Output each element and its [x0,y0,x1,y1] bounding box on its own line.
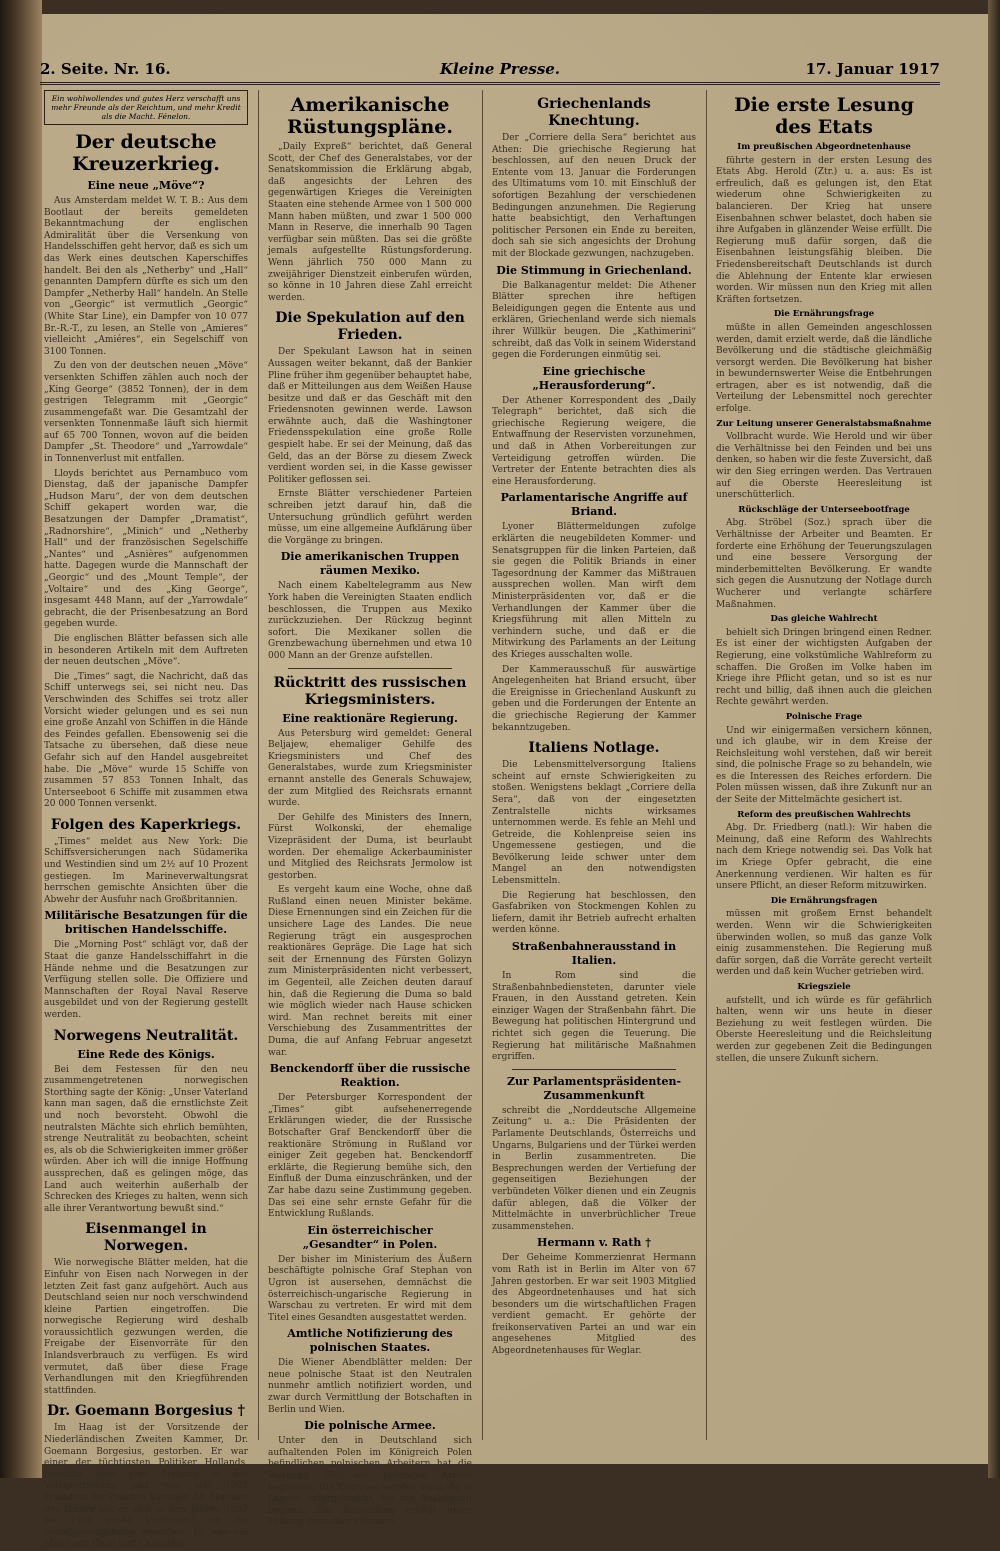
paper-title: Kleine Presse. [440,60,561,78]
headline: Militärische Besatzungen für die britischen Handelsschiffe. [44,909,248,937]
paragraph: Die Regierung hat beschlossen, den Gasfabriken von Stockmengen Kohlen zu liefern, damit ihr Betrieb aufrecht erhalten werden könne. [492,890,696,936]
paragraph: Aus Amsterdam meldet W. T. B.: Aus dem Bootlaut der bereits gemeldeten Bekanntmachung der englischen Admiralität über die Versenkung von Handelsschiffen geht hervor, daß es sich um das Werk eines deutschen Kaperschiffes handelt. Bei den als „Netherby“ und „Hall“ genannten Dampfern dürfte es sich um den Dampfer „Netherby Hall“ handeln. An Stelle von „Georgic“ ist vermutlich „Georgic“ (White Star Line), ein Dampfer von 10 077 Br.-R.-T., zu lesen, an Stelle von „Amieres“ vielleicht „Amiéres“, ein Segelschiff von 3100 Tonnen. [44,196,248,357]
paragraph: müßte in allen Gemeinden angeschlossen werden, damit erzielt werde, daß die ländliche Bevölkerung und die städtische gleichmäßig versorgt werden. Die Bevölkerung hat bisher in bewundernswerter Weise die Entbehrungen ertragen, aber es ist notwendig, daß die Verteilung der Lebensmittel noch gerechter erfolge. [716,322,932,415]
section-heading: Reform des preußischen Wahlrechts [737,809,911,820]
headline: Die erste Lesung des Etats [734,94,914,138]
headline: Amerikanische Rüstungspläne. [286,94,454,138]
column-4 [716,90,932,1440]
section-heading: Zur Leitung unserer Generalstabsmaßnahme [716,418,932,429]
subheadline: Im preußischen Abgeordnetenhause [737,142,911,152]
paragraph: aufstellt, und ich würde es für gefährlich halten, wenn wir uns heute in dieser Beziehung zu weit festlegen würden. Die Oberste Heeresleitung und die Reichsleitung werden zur gegebenen Zeit die Bedingungen stellen, die unsere Zukunft sichern. [716,995,932,1064]
paragraph: Unter den in Deutschland sich aufhaltenden Polen im Königreich Polen befindlichen polnischen Arbeitern hat die Werbung für die polnische Armee begonnen. Die Rekruten werden vorläufig in Lagern untergebracht, bis die Ausbildung beginnt. Die Aufstellung erfolgt unter Leitung deutscher Offiziere. [268,1436,472,1528]
headline: Die amerikanischen Truppen räumen Mexiko. [280,550,460,578]
headline: Rücktritt des russischen Kriegsministers. [273,674,467,708]
headline: Ein österreichischer „Gesandter“ in Polen. [302,1223,438,1251]
divider [288,668,452,669]
paragraph: Lyoner Blättermeldungen zufolge erklärten die neugebildeten Kommer- und Senatsgruppen für die linken Parteien, daß sie gegen die Politik Briands in einer Tagesordnung der Kammer das Mißtrauen aussprechen wollen. Man wirft dem Ministerpräsidenten vor, daß er die Verhandlungen der Kammer über die Kriegsführung mit allen Mitteln zu verhindern suche, und daß er die Mitwirkung des Parlaments an der Leitung des Krieges ausschalten wolle. [492,522,696,660]
headline: Die Spekulation auf den Frieden. [275,310,465,344]
section-heading: Das gleiche Wahlrecht [770,614,878,625]
section-heading: Die Ernährungsfragen [770,895,878,906]
paragraph: Der bisher im Ministerium des Äußern beschäftigte polnische Graf Stephan von Ugron ist ausersehen, demnächst die österreichisch-ungarische Regierung in Warschau zu vertreten. Er wird mit dem Titel eines Gesandten ausgestattet werden. [268,1254,472,1323]
headline: Zur Parlamentspräsidenten-Zusammenkunft [506,1074,682,1102]
paragraph: Die Wiener Abendblätter melden: Der neue polnische Staat ist den Neutralen nunmehr amtlich notifiziert worden, und zwar durch Vermittlung der Botschaften in Berlin und Wien. [268,1358,472,1415]
paragraph: Wie norwegische Blätter melden, hat die Einfuhr von Eisen nach Norwegen in der letzten Zeit fast ganz aufgehört. Auch aus Deutschland seien nur noch verschwindend kleine Partien eingetroffen. Die norwegische Regierung wird deshalb voraussichtlich gezwungen werden, die Freigabe der Eisenvorräte für den Inlandsverbrauch zu verfügen. Es wird vermutet, daß über diese Frage Verhandlungen mit den Kriegführenden stattfinden. [44,1258,248,1396]
headline: Hermann v. Rath † [537,1236,651,1250]
column-rule [706,90,707,1440]
subheadline: Eine reaktionäre Regierung. [282,711,458,725]
paragraph: Die Balkanagentur meldet: Die Athener Blätter sprechen ihre heftigen Beleidigungen gegen die Entente aus und erklären, Griechenland werde sich niemals ihrer Willkür beugen. Die „Kathimerini“ schreibt, daß das Volk in seinem Widerstand gegen die Forderungen einmütig sei. [492,280,696,361]
paragraph: Der „Corriere della Sera“ berichtet aus Athen: Die griechische Regierung hat beschlossen, auf den neuen Druck der Entente vom 13. Januar die Forderungen des Ultimatums vom 10. mit Einschluß der sofortigen Bezahlung der verschiedenen Bedingungen anzunehmen. Die Regierung hatte beabsichtigt, den Verhaftungen politischer Personen ein Ende zu bereiten, doch sah sie sich angesichts der Drohung mit der Blockade gezwungen, nachzugeben. [492,133,696,259]
paragraph: Und wir einigermaßen versichern können, und ich glaube, wir in dem Kreise der Reichsleitung wohl verstehen, daß wir bereit sind, die polnische Frage so zu behandeln, wie es die Interessen des Reiches erfordern. Die Polen müssen wissen, daß ihre Zukunft nur an der Seite der Mittelmächte gesichert ist. [716,725,932,806]
headline: Eisenmangel in Norwegen. [85,1221,207,1255]
paragraph: Abg. Dr. Friedberg (natl.): Wir haben die Meinung, daß eine Reform des Wahlrechts nach dem Kriege notwendig sei. Das Volk hat im Kriege Opfer gebracht, die eine Anerkennung verdienen. Wir halten es für unsere Pflicht, an dieser Reform mitzuwirken. [716,823,932,892]
motto-box [44,90,248,125]
page-number: 2. Seite. Nr. 16. [40,60,171,78]
paragraph: Der Kammerausschuß für auswärtige Angelegenheiten hat Briand ersucht, über die Ereignisse in Griechenland Auskunft zu geben und die Forderungen der Entente an die griechische Regierung der Kammer bekanntzugeben. [492,664,696,733]
paragraph: Der Geheime Kommerzienrat Hermann vom Rath ist in Berlin im Alter von 67 Jahren gestorben. Er war seit 1903 Mitglied des Abgeordnetenhauses und hat sich besonders um die wirtschaftlichen Fragen verdient gemacht. Er gehörte der freikonservativen Partei an und war ein angesehenes Mitglied des Abgeordnetenhauses für Weglar. [492,1253,696,1357]
paragraph: Die Lebensmittelversorgung Italiens scheint auf ernste Schwierigkeiten zu stoßen. Wenigstens beklagt „Corriere della Sera“, daß von der eingesetzten Zentralstelle nichts wirksames unternommen werde. Es fehle an Mehl und Getreide, die Kohlenpreise seien ins Ungemessene gestiegen, und die Bevölkerung leide schwer unter dem Mangel an den notwendigsten Lebensmitteln. [492,760,696,887]
paragraph: Aus Petersburg wird gemeldet: General Beljajew, ehemaliger Gehilfe des Kriegsministers und Chef des Generalstabes, wurde zum Kriegsminister ernannt anstelle des Generals Schuwajew, der zum Mitglied des Reichsrats ernannt wurde. [268,728,472,809]
headline: Parlamentarische Angriffe auf Briand. [500,491,688,519]
headline: Die Stimmung in Griechenland. [496,263,692,277]
divider [512,1069,676,1070]
paragraph: Die „Times“ sagt, die Nachricht, daß das Schiff unterwegs sei, sei nicht neu. Das Verschwinden des Schiffes sei trotz aller Vorsicht wieder gelungen und es sei nun eine große Anzahl von Schiffen in die Hände des Feindes gefallen. Ebensowenig sei die Tatsache zu übersehen, daß diese neue Gefahr sich auf den Handel ausgebreitet habe. Die „Möve“ wurde 15 Schiffe von zusammen 57 853 Tonnen Inhalt, das Unterseeboot 6 Schiffe mit zusammen etwa 20 000 Tonnen versenkt. [44,671,248,810]
paragraph: Bei dem Festessen für den neu zusammengetretenen norwegischen Storthing sagte der König: „Unser Vaterland kann man sagen, daß die ernstlichste Zeit und noch bevorsteht. Obwohl die neutralsten Mächte sich ehrlich bemühten, strenge Neutralität zu beobachten, scheint es, als ob die Schwierigkeiten immer größer würden. Aber ich will die innige Hoffnung aussprechen, daß es gelingen möge, das Land auch weiterhin außerhalb der Schrecken des Krieges zu halten, wenn sich alle ihrer Verantwortung bewußt sind.“ [44,1064,248,1214]
column-rule [258,90,259,1440]
paragraph: Der Gehilfe des Ministers des Innern, Fürst Wolkonski, der ehemalige Vizepräsident der Duma, ist beurlaubt worden. Der ehemalige Ackerbauminister und Mitglied des Reichsrats Jermolow ist gestorben. [268,812,472,881]
headline: Der deutsche Kreuzerkrieg. [72,131,220,175]
paragraph: Ernste Blätter verschiedener Parteien schreiben jetzt darauf hin, daß die Untersuchung gründlich geführt werden müsse, um eine allgemeine Aufklärung über die Vorgänge zu bringen. [268,489,472,546]
page-edge [988,0,1000,1478]
section-heading: Rückschläge der Unterseebootfrage [738,504,910,515]
paragraph: müssen mit großem Ernst behandelt werden. Wenn wir die Schwierigkeiten überwinden wollen, so muß das ganze Volk einig zusammenstehen. Die Regierung muß dafür sorgen, daß die Vorräte gerecht verteilt werden und daß kein Wucher getrieben wird. [716,909,932,978]
paragraph: Der Athener Korrespondent des „Daily Telegraph“ berichtet, daß sich die griechische Regierung weigere, die Entwaffnung der Reservisten vorzunehmen, und daß in Athen Vorbereitungen zur Verteidigung getroffen würden. Die Vertreter der Entente betrachten dies als eine Herausforderung. [492,395,696,487]
paragraph: schreibt die „Norddeutsche Allgemeine Zeitung“ u. a.: Die Präsidenten der Parlamente Deutschlands, Österreichs und Ungarns, Bulgariens und der Türkei werden in Berlin zusammentreten. Die Besprechungen werden der Vertiefung der gegenseitigen Beziehungen der verbündeten Völker dienen und ein Zeugnis dafür ablegen, daß die Völker der Mittelmächte in unverbrüchlicher Treue zusammenstehen. [492,1105,696,1232]
paragraph: Der Spekulant Lawson hat in seinen Aussagen weiter bekannt, daß der Bankier Pline früher ihm gegenüber behauptet habe, daß er Mitteilungen aus dem Weißen Hause besitze und daß er das Geschäft mit den Friedensnoten gewinnen werde. Lawson erwähnte auch, daß die Washingtoner Friedensspekulation eine große Rolle gespielt habe. Er sei der Meinung, daß das Geld, das an der Börse zu diesem Zweck verdient worden sei, in die Kasse gewisser Politiker geflossen sei. [268,347,472,485]
headline: Griechenlands Knechtung. [537,96,651,129]
paragraph: Die „Morning Post“ schlägt vor, daß der Staat die ganze Handelsschiffahrt in die Hände nehme und die Besatzungen zur Verfügung stellen solle. Die Offiziere und Mannschaften der Royal Naval Reserve ausgebildet und von der Regierung gestellt werden. [44,940,248,1020]
section-heading: Kriegsziele [797,981,851,992]
paragraph: Abg. Ströbel (Soz.) sprach über die Verhältnisse der Arbeiter und Beamten. Er forderte eine Erhöhung der Teuerungszulagen und eine bessere Versorgung der minderbemittelten Bevölkerung. Er wandte sich gegen die Ausnutzung der Notlage durch Wucherer und verlangte schärfere Maßnahmen. [716,518,932,610]
subheadline: Eine neue „Möve“? [87,179,205,192]
book-binding [0,0,42,1478]
paragraph: Die englischen Blätter befassen sich alle in besonderen Artikeln mit dem Auftreten der neuen deutschen „Möve“. [44,633,248,668]
paragraph: Es vergeht kaum eine Woche, ohne daß Rußland einen neuen Minister bekäme. Diese Ernennungen sind ein Zeichen für die unsichere Lage des Landes. Die neue Regierung trägt ein ausgesprochen reaktionäres Gepräge. Die Lage hat sich seit der Ernennung des Fürsten Golizyn zum Ministerpräsidenten nicht verbessert, im Gegenteil, alle Zeichen deuten darauf hin, daß die Regierung die Duma so bald wie möglich wieder nach Hause schicken wird. Man rechnet bereits mit einer Verschiebung des Zusammentrittes der Duma, die auf Anfang Februar angesetzt war. [268,885,472,1058]
paragraph: In Rom sind die Straßenbahnbediensteten, darunter viele Frauen, in den Ausstand getreten. Kein einziger Wagen der Straßenbahn fährt. Die Bewegung hat politischen Hintergrund und richtet sich gegen die Teuerung. Die Regierung hat militärische Maßnahmen ergriffen. [492,971,696,1063]
paragraph: Zu den von der deutschen neuen „Möve“ versenkten Schiffen zählen auch noch der „King George“ (3852 Tonnen), der in dem gestrigen Telegramm mit „Georgic“ zusammengefaßt war. Die Gesamtzahl der versenkten Tonnenmaße läuft sich hiermit auf 65 700 Tonnen, wovon auf die beiden Dampfer „St. Theodore“ und „Yarrowdale“ in Tonnenverlust mit entfallen. [44,361,248,465]
headline: Folgen des Kaperkriegs. [50,816,242,833]
headline: Die polnische Armee. [304,1419,436,1433]
paragraph: behielt sich Dringen bringend einen Redner. Es ist einer der wichtigsten Aufgaben der Regierung, eine volkstümliche Wahlreform zu schaffen. Die Großen im Volke haben im Kriege ihre Pflicht getan, und so ist es nur recht und billig, daß ihnen auch die gleichen Rechte gewährt werden. [716,627,932,708]
motto-author: Fénelon. [157,112,191,121]
paragraph: Der Petersburger Korrespondent der „Times“ gibt aufsehenerregende Erklärungen wieder, die der Russische Botschafter Graf Benckendorff über die reaktionäre Strömung in Rußland vor einiger Zeit gegeben hat. Benckendorff erklärte, die Regierung bemühe sich, den Einfluß der Duma einzuschränken, und der Zar habe dazu seine Zustimmung gegeben. Das sei eine sehr ernste Gefahr für die Entwicklung Rußlands. [268,1093,472,1220]
headline: Norwegens Neutralität. [53,1027,239,1044]
column-3 [492,90,696,1440]
paragraph: „Daily Expreß“ berichtet, daß General Scott, der Chef des Generalstabes, vor der Senatskommission die Erklärung abgab, daß angesichts der Lehren des gegenwärtigen Krieges die Vereinigten Staaten eine stehende Armee von 1 500 000 Mann haben müßten, und zwar 1 500 000 Mann in Reserve, die innerhalb 90 Tagen verfügbar sein müßten. Das sei die größte jemals aufgestellte Rüstungsforderung. Wenn jährlich 750 000 Mann zu zweijähriger Dienstzeit einberufen würden, so könne in 10 Jahren diese Zahl erreicht werden. [268,142,472,303]
section-heading: Die Ernährungsfrage [773,309,875,320]
headline: Italiens Notlage. [528,740,660,757]
masthead [40,58,940,85]
headline: Eine griechische „Herausforderung“. [532,364,656,392]
paragraph: „Times“ meldet aus New York: Die Schiffsversicherungen nach Südamerika und Westindien sind um 2½ auf 10 Prozent gestiegen. Im Marineverwaltungsrat herrschen gemischte Ansichten über die Abwehr der Ausfuhr nach Großbritannien. [44,836,248,905]
headline: Straßenbahnerausstand in Italien. [511,940,677,968]
headline: Dr. Goemann Borgesius † [47,1403,245,1420]
paragraph: führte gestern in der ersten Lesung des Etats Abg. Herold (Ztr.) u. a. aus: Es ist erfreulich, daß es gelungen ist, den Etat wiederum ohne Schwierigkeiten zu balancieren. Der Krieg hat unsere Eisenbahnen schwer belastet, doch haben sie ihre Aufgaben in glänzender Weise erfüllt. Die Regierung muß dafür sorgen, daß die Eisenbahnen leistungsfähig bleiben. Die Friedensbereitschaft Deutschlands ist durch die Ablehnung der Entente klar erwiesen worden. Wir müssen nun den Krieg mit allen Kräften fortsetzen. [716,155,932,305]
paragraph: Nach einem Kabeltelegramm aus New York haben die Vereinigten Staaten endlich beschlossen, die Truppen aus Mexiko zurückzuziehen. Der Rückzug beginnt sofort. Die Mexikaner sollen die Grenzbewachung übernehmen und etwa 10 000 Mann an der Grenze aufstellen. [268,581,472,661]
column-rule [482,90,483,1440]
paragraph: Lloyds berichtet aus Pernambuco vom Dienstag, daß der japanische Dampfer „Hudson Maru“, der von dem deutschen Schiff gekapert worden war, die Besatzungen der Dampfer „Dramatist“, „Radnorshire“, „Minich“ und „Netherby Hall“ und der französischen Segelschiffe „Nantes“ und „Asnières“ aufgenommen hatte. Dagegen wurde die Mannschaft der „Georgic“ und des „Mount Temple“, der „Voltaire“ und des „King George“, insgesamt 448 Mann, auf der „Yarrowdale“ gebracht, die der Prisenbesatzung an Bord gegeben wurde. [44,468,248,630]
paragraph: Vollbracht wurde. Wie Herold und wir über die Verhältnisse bei den Feinden und bei uns denken, so haben wir die feste Zuversicht, daß wir den Sieg erringen werden. Das Vertrauen auf die Oberste Heeresleitung ist unerschütterlich. [716,432,932,501]
headline: Amtliche Notifizierung des polnischen Staates. [287,1327,453,1355]
headline: Benckendorff über die russische Reaktion. [269,1062,471,1090]
motto-text: Ein wohlwollendes und gutes Herz verschafft uns mehr Freunde als der Reichtum, und mehr Kredit als die Macht. [51,94,241,121]
paragraph: Im Haag ist der Vorsitzende der Niederländischen Zweiten Kammer, Dr. Goemann Borgesius, gestorben. Er war einer der tüchtigsten Politiker Hollands, besetzte stets eine Stellung in der Volksvertretung und war seit 1901 Präsident der Zweiten Kammer. Als Minister des Innern hat er sich in den Jahren 1897 bis 1901 große Verdienste um die Sozialgesetzgebung erworben. Er war ein Mann von Geist und Charakter. [44,1423,248,1550]
column-2 [268,90,472,1528]
issue-date: 17. Januar 1917 [805,60,940,78]
column-1 [44,90,248,1550]
subheadline: Eine Rede des Königs. [77,1047,215,1061]
section-heading: Polnische Frage [785,711,863,722]
